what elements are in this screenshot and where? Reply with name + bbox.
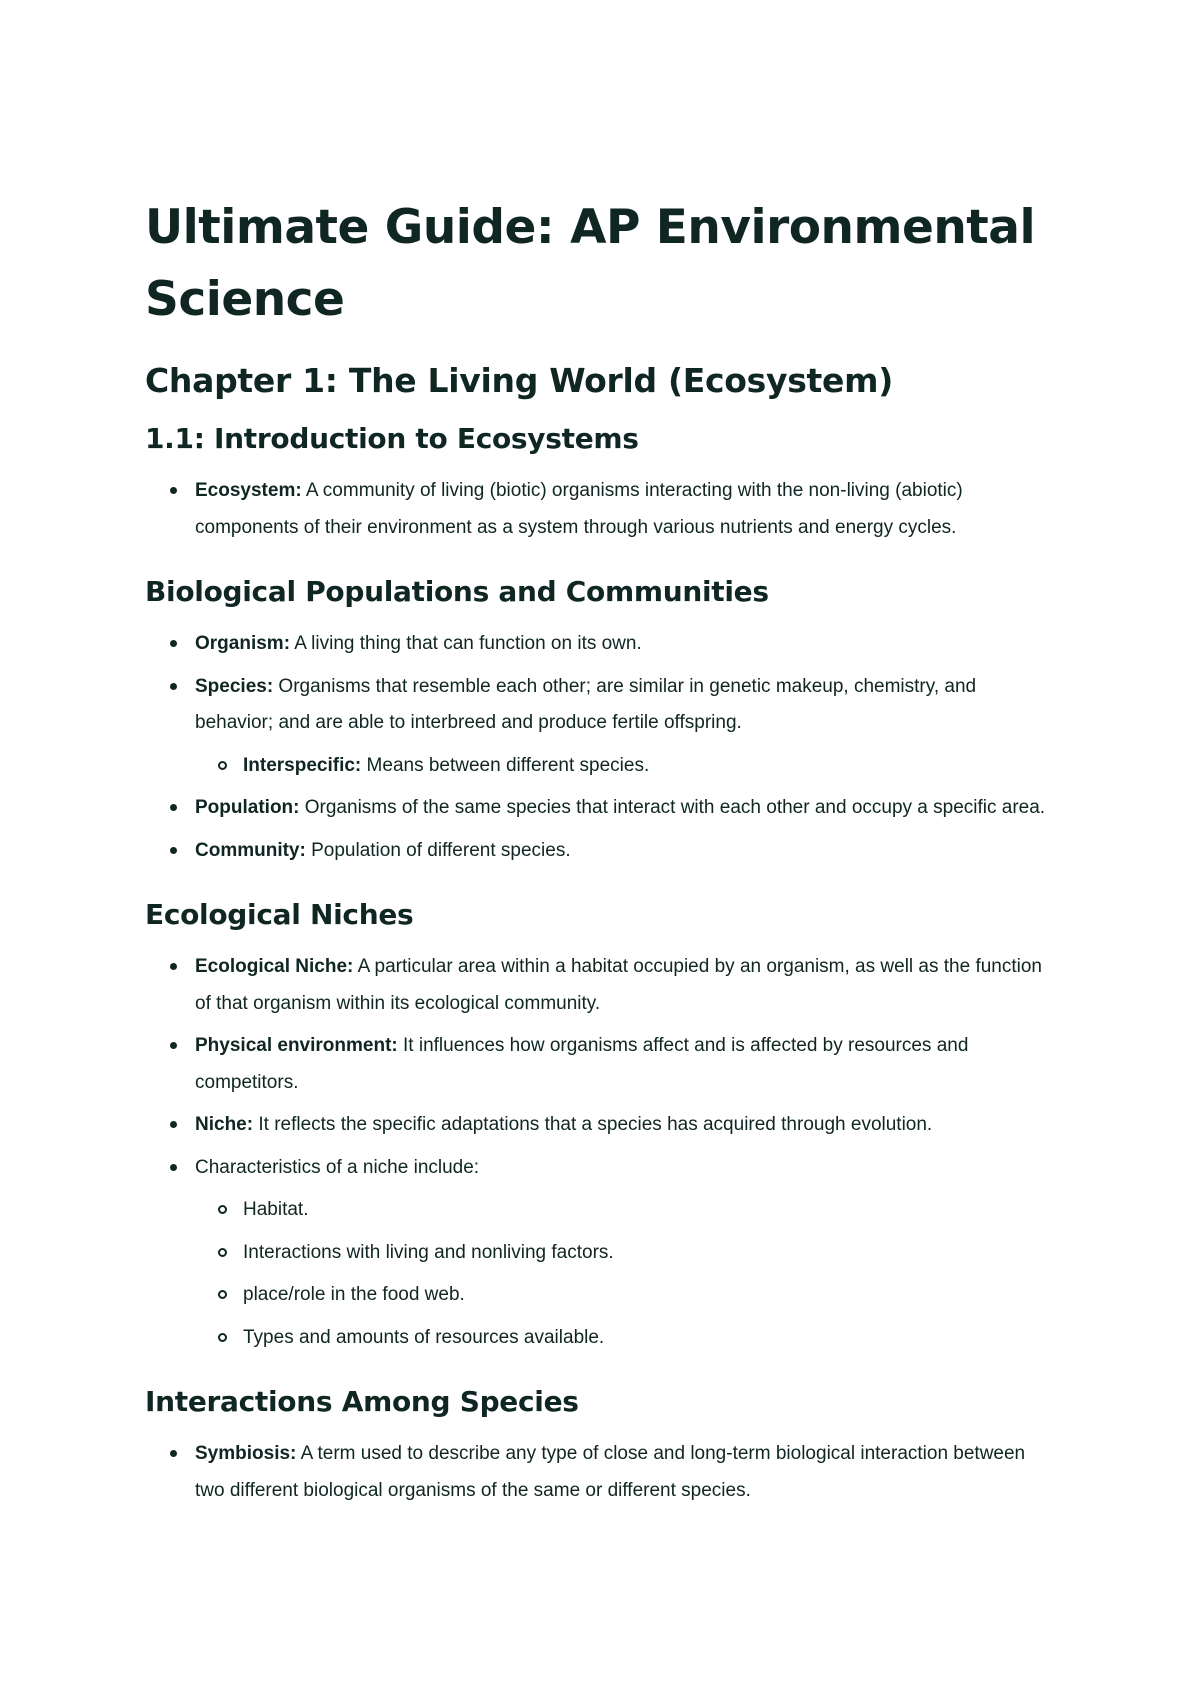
sub-list-item-text: Habitat. (243, 1199, 309, 1220)
sub-list-item (243, 1320, 1055, 1357)
bullet-disc-icon (170, 1450, 177, 1457)
bullet-circle-icon (218, 1333, 227, 1342)
bullet-disc-icon (170, 487, 177, 494)
term-definition: A term used to describe any type of close and long-term biological interaction between two different biological organisms of the same or different species. (195, 1443, 1026, 1501)
chapter-heading: Chapter 1: The Living World (Ecosystem) (145, 361, 893, 400)
term-label: Interspecific: (243, 754, 362, 776)
list-item (195, 949, 1055, 1022)
list-item (195, 1436, 1055, 1509)
list-item (195, 473, 1055, 546)
term-definition: Organisms of the same species that interact with each other and occupy a specific area. (299, 797, 1046, 818)
bullet-circle-icon (218, 1290, 227, 1299)
term-definition: A particular area within a habitat occupied by an organism, as well as the function of that organism within its ecological community. (195, 956, 1042, 1014)
term-definition: Organisms that resemble each other; are similar in genetic makeup, chemistry, and behavior; and are able to interbreed and produce fertile offspring. (195, 675, 977, 733)
term-definition: It reflects the specific adaptations that a species has acquired through evolution. (253, 1114, 933, 1135)
sub-list-item-text: Interactions with living and nonliving factors. (243, 1241, 614, 1263)
interactions-list (145, 1436, 1055, 1509)
bullet-disc-icon (170, 963, 177, 970)
sub-list-item (243, 1277, 1055, 1314)
biological-populations-list (145, 626, 1055, 869)
term-definition: It influences how organisms affect and is affected by resources and competitors. (195, 1035, 969, 1093)
list-item (195, 1150, 1055, 1357)
term-label: Organism: (195, 633, 291, 654)
bullet-disc-icon (170, 1042, 177, 1049)
sub-list-item-text: Types and amounts of resources available. (243, 1326, 605, 1348)
section-heading-intro-ecosystems: 1.1: Introduction to Ecosystems (145, 422, 639, 455)
bullet-circle-icon (218, 761, 227, 770)
section-heading-interactions-among-species: Interactions Among Species (145, 1385, 579, 1418)
bullet-disc-icon (170, 1164, 177, 1171)
bullet-disc-icon (170, 847, 177, 854)
sub-list-item (243, 1235, 1055, 1272)
section-heading-ecological-niches: Ecological Niches (145, 898, 414, 931)
term-label: Ecological Niche: (195, 956, 354, 977)
bullet-disc-icon (170, 1121, 177, 1128)
sub-list-item-text: place/role in the food web. (243, 1284, 465, 1305)
term-label: Ecosystem: (195, 480, 302, 501)
list-item (195, 1107, 1055, 1144)
bullet-disc-icon (170, 804, 177, 811)
term-label: Community: (195, 839, 306, 861)
term-label: Symbiosis: (195, 1443, 297, 1464)
term-definition: A living thing that can function on its own. (290, 633, 642, 654)
sub-list-item (243, 748, 1055, 785)
intro-ecosystems-list (145, 473, 1055, 546)
list-item (195, 1028, 1055, 1101)
term-label: Population: (195, 797, 300, 818)
term-label: Physical environment: (195, 1035, 398, 1056)
sub-list-item (243, 1192, 1055, 1229)
list-item (195, 833, 1055, 870)
document-title: Ultimate Guide: AP Environmental Science (145, 200, 1036, 327)
term-label: Species: (195, 675, 274, 697)
niche-characteristics-sub-list (195, 1192, 1055, 1356)
term-label: Niche: (195, 1114, 254, 1135)
bullet-disc-icon (170, 683, 177, 690)
term-definition: Means between different species. (361, 754, 650, 776)
section-heading-biological-populations: Biological Populations and Communities (145, 575, 769, 608)
list-item (195, 669, 1055, 785)
list-item-text: Characteristics of a niche include: (195, 1156, 480, 1178)
term-definition: A community of living (biotic) organisms interacting with the non-living (abiotic) components of their environment as a system through various nutrients and energy cycles. (195, 480, 963, 538)
bullet-disc-icon (170, 640, 177, 647)
ecological-niches-list (145, 949, 1055, 1356)
list-item (195, 626, 1055, 663)
term-definition: Population of different species. (305, 839, 571, 861)
bullet-circle-icon (218, 1248, 227, 1257)
species-sub-list (195, 748, 1055, 785)
bullet-circle-icon (218, 1205, 227, 1214)
list-item (195, 790, 1055, 827)
